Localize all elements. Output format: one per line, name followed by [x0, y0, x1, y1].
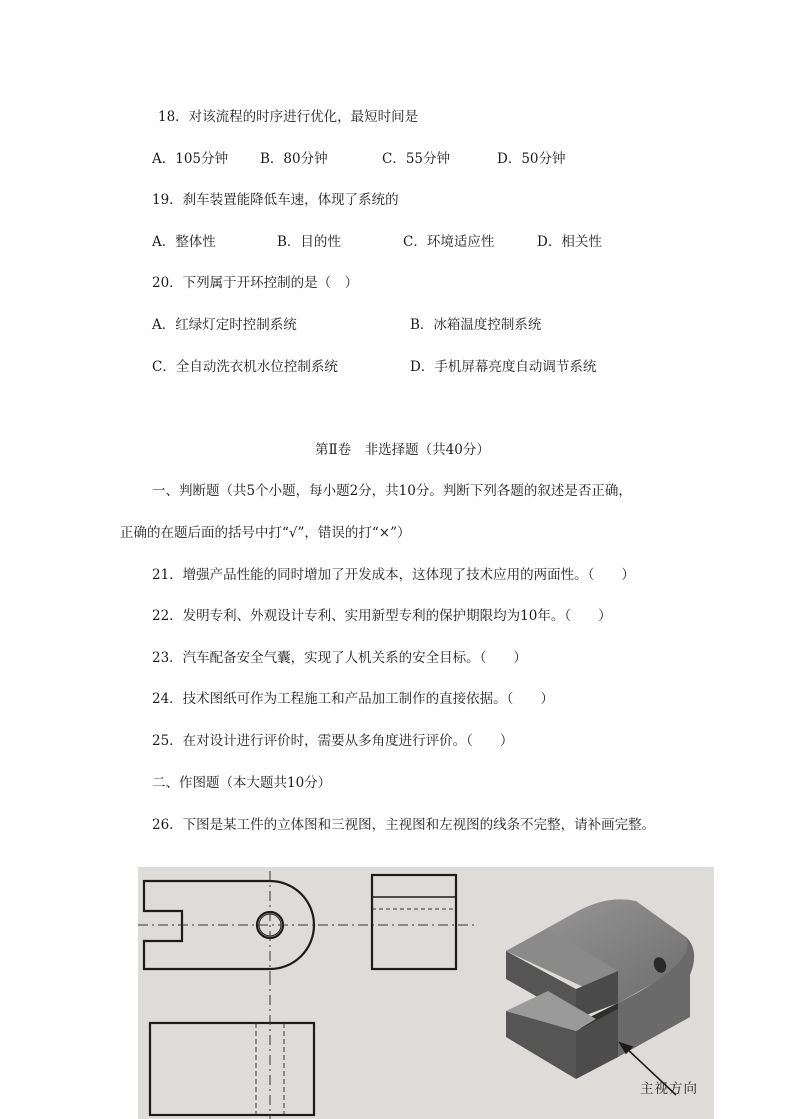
q19-option-c: C．环境适应性 [403, 234, 495, 250]
question-25: 25．在对设计进行评价时，需要从多角度进行评价。（ ） [152, 733, 514, 749]
front-view [150, 1023, 314, 1115]
q18-option-d: D．50分钟 [497, 151, 566, 167]
centerlines [138, 871, 478, 979]
isometric-view [506, 899, 694, 1079]
q20-option-c: C．全自动洗衣机水位控制系统 [152, 359, 338, 375]
q20-option-b: B．冰箱温度控制系统 [410, 317, 542, 333]
q20-option-a: A．红绿灯定时控制系统 [152, 317, 297, 333]
three-view-drawing [138, 867, 714, 1119]
view-direction-caption: 主视方向 [640, 1081, 698, 1097]
section1-heading-line2: 正确的在题后面的括号中打“√”，错误的打“×”） [120, 525, 411, 541]
question-22: 22．发明专利、外观设计专利、实用新型专利的保护期限均为10年。（ ） [152, 608, 612, 624]
q20-option-d: D．手机屏幕亮度自动调节系统 [410, 359, 597, 375]
section1-heading-line1: 一、判断题（共5个小题，每小题2分，共10分。判断下列各题的叙述是否正确， [152, 483, 632, 499]
q18-option-c: C．55分钟 [382, 151, 451, 167]
q18-option-a: A．105分钟 [152, 151, 229, 167]
question-18-stem: 18．对该流程的时序进行优化，最短时间是 [158, 109, 419, 125]
q19-option-a: A．整体性 [152, 234, 216, 250]
left-view [372, 875, 456, 969]
q19-option-b: B．目的性 [277, 234, 341, 250]
question-21: 21．增强产品性能的同时增加了开发成本，这体现了技术应用的两面性。（ ） [152, 567, 635, 583]
top-view [144, 881, 314, 969]
workpiece-figure [138, 867, 714, 1119]
part2-title: 第Ⅱ卷 非选择题（共40分） [315, 442, 490, 458]
q19-option-d: D．相关性 [537, 234, 602, 250]
question-24: 24．技术图纸可作为工程施工和产品加工制作的直接依据。（ ） [152, 691, 554, 707]
question-26: 26．下图是某工件的立体图和三视图，主视图和左视图的线条不完整，请补画完整。 [152, 817, 656, 833]
question-20-stem: 20．下列属于开环控制的是（ ） [152, 275, 359, 291]
question-23: 23．汽车配备安全气囊，实现了人机关系的安全目标。（ ） [152, 650, 527, 666]
question-19-stem: 19．刹车装置能降低车速，体现了系统的 [152, 192, 399, 208]
q18-option-b: B．80分钟 [260, 151, 328, 167]
section2-heading: 二、作图题（本大题共10分） [152, 775, 332, 791]
